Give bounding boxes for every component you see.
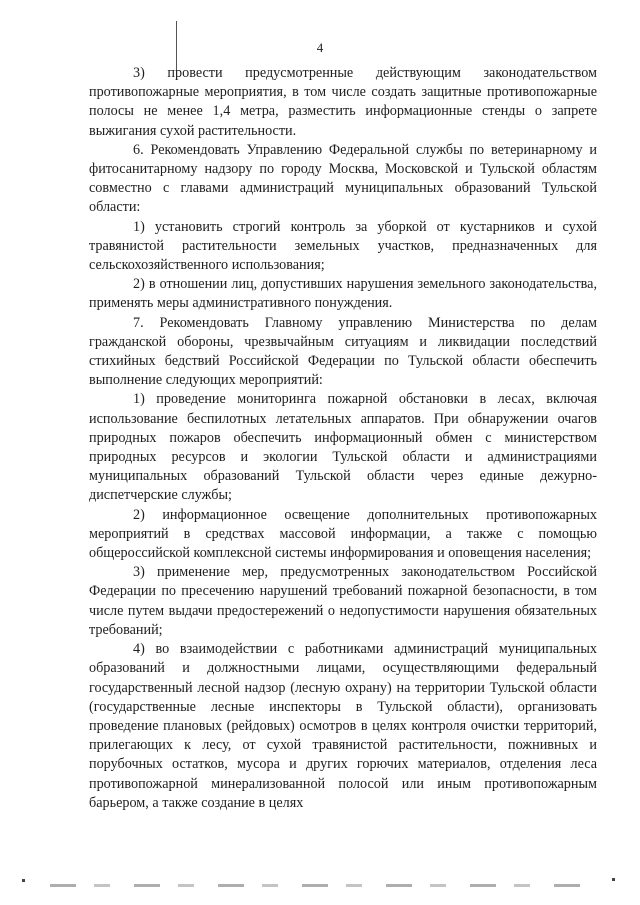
paragraph-item-3-fire-measures: 3) провести предусмотренные действующим законодательством противопожарные мероприятия, в том числе создать защитные противопожарные полосы не менее 1,4 метра, разместить информационные стенды о запрете выжигания сухой растительности. bbox=[89, 65, 597, 139]
scan-artifact-dot bbox=[612, 878, 615, 881]
paragraph-section-6: 6. Рекомендовать Управлению Федеральной службы по ветеринарному и фитосанитарному надзору по городу Москва, Московской и Тульской областям совместно с главами администраций муниципальных образований Тульской области: bbox=[89, 141, 597, 216]
scan-artifact-dot bbox=[22, 879, 25, 882]
page-number: 4 bbox=[316, 40, 324, 55]
paragraph-6-item-1: 1) установить строгий контроль за уборкой от кустарников и сухой травянистой растительности земельных участков, предназначенных для сельскохозяйственного использования; bbox=[89, 218, 597, 274]
paragraph-7-item-3: 3) применение мер, предусмотренных законодательством Российской Федерации по пресечению нарушений требований пожарной безопасности, в том числе путем выдачи предостережений о недопустимости нарушения обязательных требований; bbox=[89, 564, 597, 638]
paragraph-7-item-4: 4) во взаимодействии с работниками администраций муниципальных образований и должностными лицами, осуществляющими федеральный государственный лесной надзор (лесную охрану) на территории Тульской области (государственные лесные инспекторы в Тульской области), организовать проведение плановых (рейдовых) осмотров в целях контроля очистки территорий, прилегающих к лесу, от сухой травянистой растительности, пожнивных и порубочных остатков, мусора и других горючих материалов, отделения леса противопожарной минерализованной полосой или иным противопожарным барьером, а также создание в целях bbox=[89, 641, 597, 811]
paragraph-section-7: 7. Рекомендовать Главному управлению Министерства по делам гражданской обороны, чрезвычайным ситуациям и ликвидации последствий стихийных бедствий Российской Федерации по Тульской области обеспечить выполнение следующих мероприятий: bbox=[89, 314, 597, 389]
scan-artifact-bottom-edge bbox=[50, 884, 590, 887]
paragraph-6-item-2: 2) в отношении лиц, допустивших нарушения земельного законодательства, применять меры административного понуждения. bbox=[89, 276, 597, 312]
paragraph-7-item-1: 1) проведение мониторинга пожарной обстановки в лесах, включая использование беспилотных летательных аппаратов. При обнаружении очагов природных пожаров обеспечить информационный обмен с министерством природных ресурсов и экологии Тульской области и администрациями муниципальных образований Тульской области через единые дежурно-диспетчерские службы; bbox=[89, 391, 597, 504]
document-body bbox=[89, 64, 597, 813]
paragraph-7-item-2: 2) информационное освещение дополнительных противопожарных мероприятий в средствах массовой информации, а также с помощью общероссийской комплексной системы информирования и оповещения населения; bbox=[89, 506, 597, 562]
